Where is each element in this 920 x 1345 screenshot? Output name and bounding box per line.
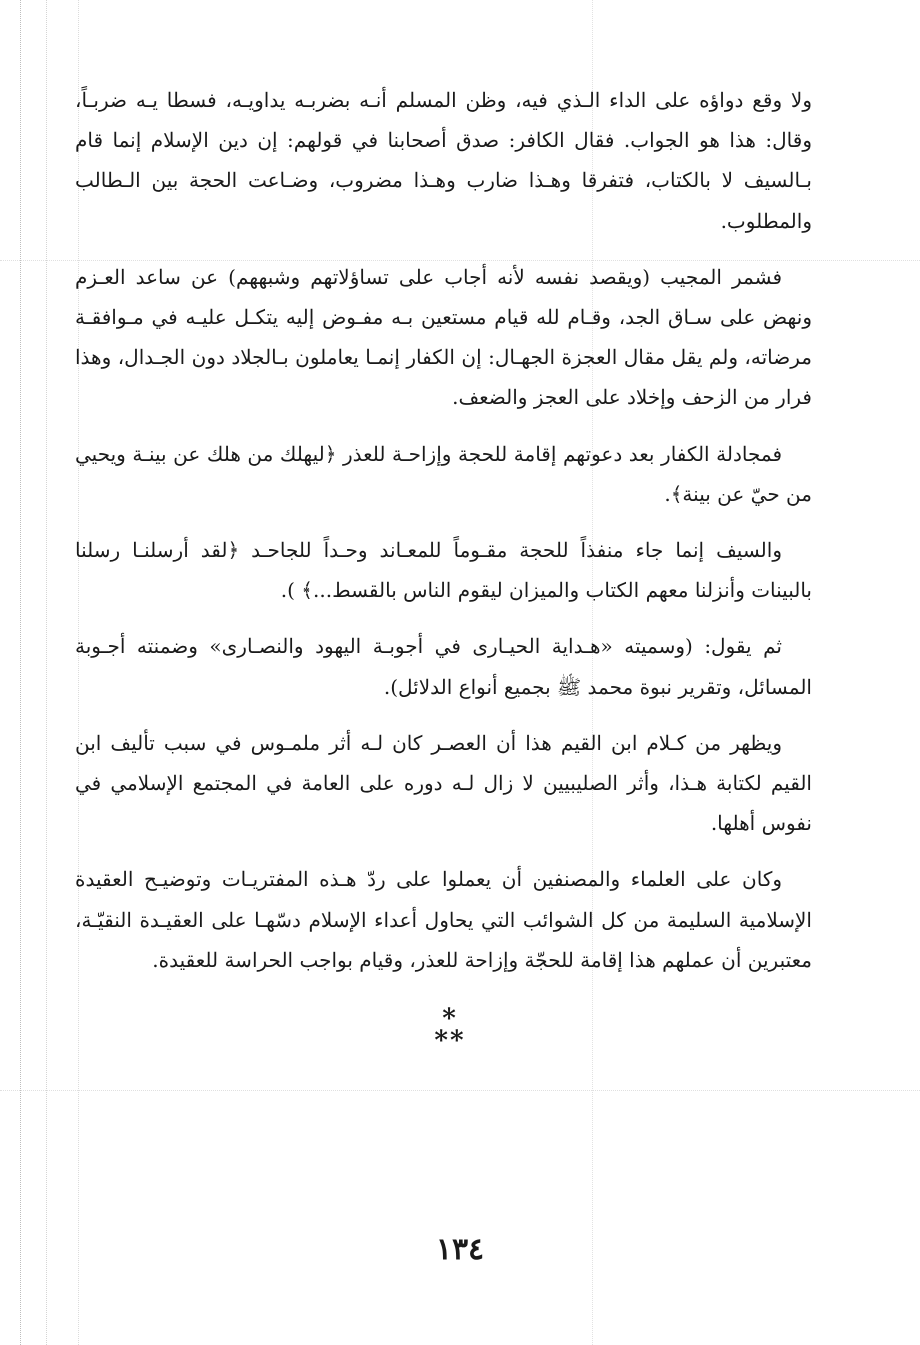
scan-artifact-line [20, 0, 21, 1345]
paragraph: فشمر المجيب (ويقصد نفسه لأنه أجاب على تساؤلاتهم وشبههم) عن ساعد العـزم ونهض على سـاق الجد، وقـام لله قيام مستعين بـه مفـوض إليه يتكـل عليـه في مـوافقـة مرضاته، ولم يقل مقال العجزة الجهـال: إن الكفار إنمـا يعاملون بـالجلاد دون الجـدال، وهذا فرار من الزحف وإخلاد على العجز والضعف. [75, 264, 812, 410]
section-separator [430, 1004, 470, 1056]
separator-asterisk-top: * [442, 1004, 458, 1034]
paragraph: ولا وقع دواؤه على الداء الـذي فيه، وظن المسلم أنـه بضربـه يداويـه، فسطا يـه ضربـاً، وقال: هذا هو الجواب. فقال الكافر: صدق أصحابنا في قولهم: إن دين الإسلام إنما قام بـالسيف لا بالكتاب، فتفرقا وهـذا ضارب وهـذا مضروب، وضـاعت الحجة بين الـطالب والمطلوب. [75, 88, 812, 233]
scan-artifact-line [46, 0, 47, 1345]
separator-asterisk-bottom: ** [434, 1026, 466, 1056]
paragraph: والسيف إنما جاء منفذاً للحجة مقـوماً للمعـاند وحـداً للجاحـد ﴿لقد أرسلنـا رسلنا بالبينات وأنزلنا معهم الكتاب والميزان ليقوم الناس بالقسط...﴾ ). [75, 538, 812, 603]
scan-artifact-hline [0, 1090, 920, 1091]
page-body [75, 80, 812, 996]
paragraph: ويظهر من كـلام ابن القيم هذا أن العصـر كان لـه أثر ملمـوس في سبب تأليف ابن القيم لكتابة هـذا، وأثر الصليبيين لا زال لـه دوره على العامة في المجتمع الإسلامي في نفوس أهلها. [75, 730, 812, 836]
paragraph: فمجادلة الكفار بعد دعوتهم إقامة للحجة وإزاحـة للعذر ﴿ليهلك من هلك عن بينـة ويحيي من حيّ عن بينة﴾. [75, 441, 812, 506]
page-number: ١٣٤ [435, 1232, 485, 1267]
paragraph: وكان على العلماء والمصنفين أن يعملوا على ردّ هـذه المفتريـات وتوضيـح العقيدة الإسلامية السليمة من كل الشوائب التي يحاول أعداء الإسلام دسّهـا على العقيـدة النقيّـة، معتبرين أن عملهم هذا إقامة للحجّة وإزاحة للعذر، وقيام بواجب الحراسة للعقيدة. [75, 867, 812, 972]
paragraph: ثم يقول: (وسميته «هـداية الحيـارى في أجوبـة اليهود والنصـارى» وضمنته أجـوبة المسائل، وتقرير نبوة محمد ﷺ بجميع أنواع الدلائل). [75, 634, 812, 699]
